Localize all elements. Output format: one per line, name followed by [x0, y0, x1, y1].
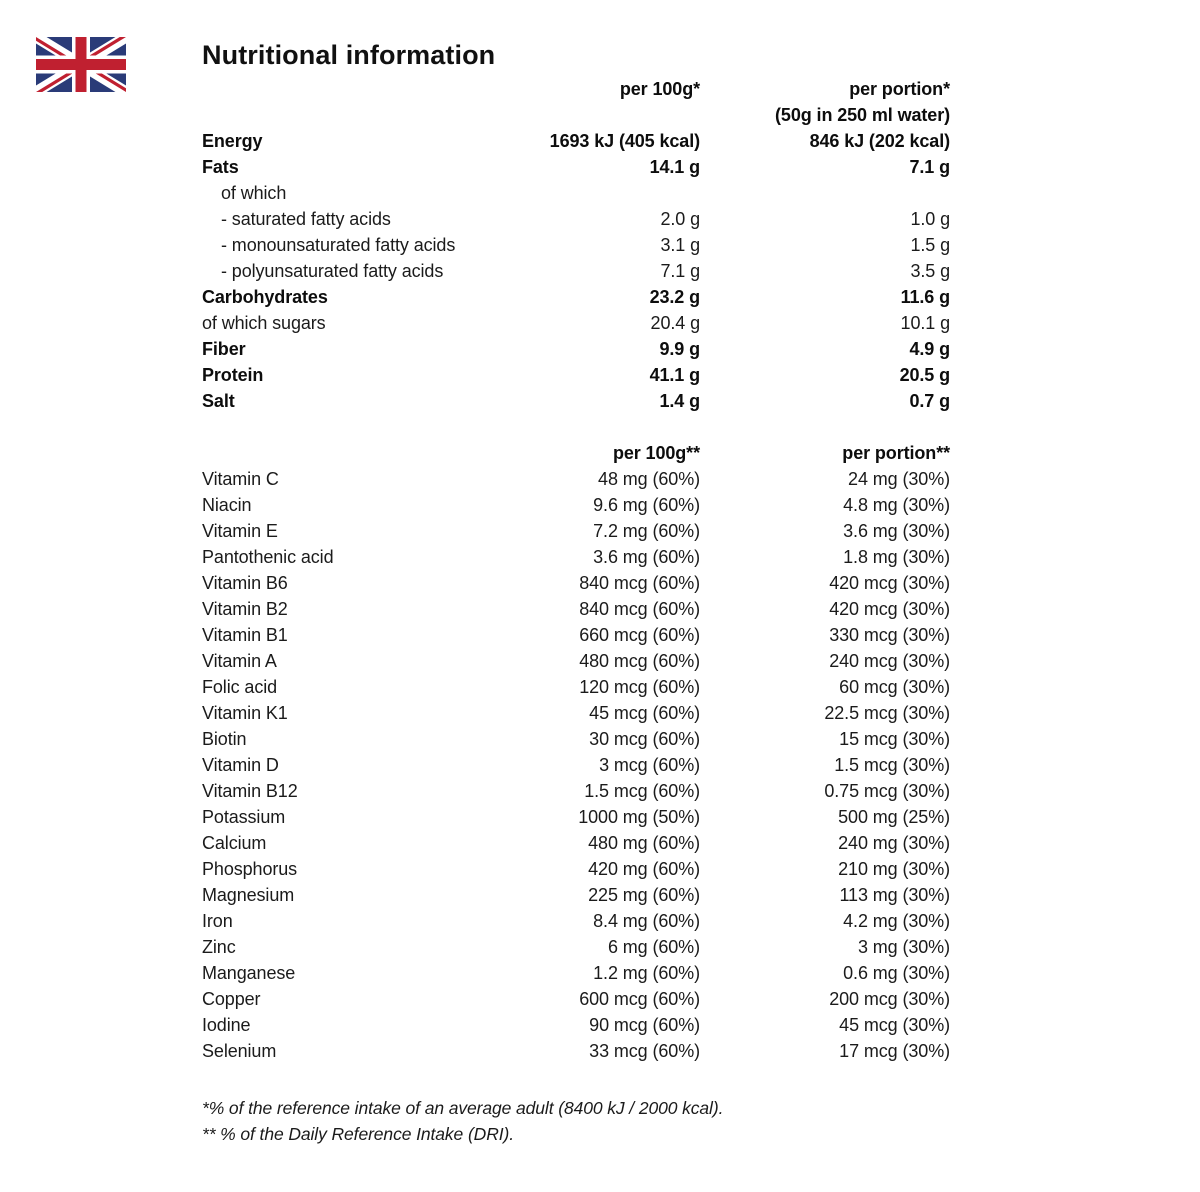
per-100g-value: 1000 mg (50%): [578, 807, 700, 827]
nutrition-content: [202, 38, 950, 1147]
per-100g-value: 1.5 mcg (60%): [584, 781, 700, 801]
per-100g-value: 3.1 g: [660, 235, 700, 255]
micro-row: [202, 570, 950, 596]
macro-row: [202, 362, 950, 388]
per-100g-value: 1693 kJ (405 kcal): [549, 131, 700, 151]
macro-row: [202, 310, 950, 336]
micro-row: [202, 830, 950, 856]
per-100g-value: 480 mg (60%): [588, 833, 700, 853]
row-label: Vitamin B12: [202, 781, 298, 801]
per-portion-value: 4.2 mg (30%): [843, 911, 950, 931]
row-label: of which sugars: [202, 313, 326, 333]
row-label: Manganese: [202, 963, 296, 983]
macro-row: [202, 258, 950, 284]
row-label: Pantothenic acid: [202, 547, 334, 567]
row-label: Zinc: [202, 937, 236, 957]
per-portion-value: 240 mcg (30%): [829, 651, 950, 671]
row-label: Calcium: [202, 833, 267, 853]
macro-row: [202, 154, 950, 180]
micro-row: [202, 934, 950, 960]
micro-row: [202, 700, 950, 726]
micro-row: [202, 1012, 950, 1038]
micro-row: [202, 882, 950, 908]
micro-row: [202, 960, 950, 986]
row-label: - polyunsaturated fatty acids: [221, 261, 444, 281]
per-portion-value: 4.8 mg (30%): [843, 495, 950, 515]
row-label: Fats: [202, 157, 239, 177]
per-100g-value: 2.0 g: [660, 209, 700, 229]
row-label: Vitamin B2: [202, 599, 288, 619]
per-portion-value: 11.6 g: [900, 287, 950, 307]
per-portion-value: 17 mcg (30%): [839, 1041, 950, 1061]
macro-header-row: [202, 76, 950, 102]
micro-row: [202, 986, 950, 1012]
micro-table: [202, 440, 950, 1064]
micro-row: [202, 544, 950, 570]
per-100g-value: 45 mcg (60%): [589, 703, 700, 723]
per-portion-header-micro: per portion**: [842, 443, 950, 463]
row-label: Iron: [202, 911, 233, 931]
footnotes: [202, 1095, 950, 1147]
per-100g-value: 14.1 g: [649, 157, 700, 177]
row-label: Vitamin C: [202, 469, 279, 489]
per-portion-value: 0.7 g: [909, 391, 950, 411]
per-100g-value: 3.6 mg (60%): [593, 547, 700, 567]
row-label: - saturated fatty acids: [221, 209, 391, 229]
per-portion-value: 200 mcg (30%): [829, 989, 950, 1009]
row-label: Protein: [202, 365, 264, 385]
row-label: of which: [221, 183, 287, 203]
row-label: Phosphorus: [202, 859, 298, 879]
row-label: - monounsaturated fatty acids: [221, 235, 456, 255]
per-portion-value: 420 mcg (30%): [829, 599, 950, 619]
micro-row: [202, 1038, 950, 1064]
per-100g-value: 480 mcg (60%): [579, 651, 700, 671]
per-100g-value: 23.2 g: [649, 287, 700, 307]
row-label: Biotin: [202, 729, 247, 749]
per-portion-subheader: (50g in 250 ml water): [775, 105, 950, 125]
per-100g-value: 9.9 g: [659, 339, 700, 359]
section-spacer: [202, 414, 950, 440]
per-portion-value: 1.8 mg (30%): [843, 547, 950, 567]
per-100g-value: 9.6 mg (60%): [593, 495, 700, 515]
macro-row: [202, 128, 950, 154]
per-100g-value: 1.2 mg (60%): [593, 963, 700, 983]
macro-row: [202, 336, 950, 362]
per-100g-value: 660 mcg (60%): [579, 625, 700, 645]
per-100g-value: 30 mcg (60%): [589, 729, 700, 749]
row-label: Selenium: [202, 1041, 277, 1061]
row-label: Vitamin D: [202, 755, 279, 775]
micro-row: [202, 804, 950, 830]
macro-row: [202, 180, 950, 206]
macro-row: [202, 232, 950, 258]
macro-subheader-row: [202, 102, 950, 128]
micro-row: [202, 674, 950, 700]
per-portion-value: 420 mcg (30%): [829, 573, 950, 593]
row-label: Potassium: [202, 807, 286, 827]
per-portion-value: 22.5 mcg (30%): [824, 703, 950, 723]
per-portion-value: 1.5 g: [910, 235, 950, 255]
per-100g-value: 48 mg (60%): [598, 469, 700, 489]
row-label: Fiber: [202, 339, 246, 359]
row-label: Vitamin A: [202, 651, 277, 671]
micro-row: [202, 466, 950, 492]
row-label: Vitamin B6: [202, 573, 288, 593]
macro-row: [202, 284, 950, 310]
per-portion-value: 4.9 g: [909, 339, 950, 359]
per-portion-value: 7.1 g: [909, 157, 950, 177]
per-portion-value: 210 mg (30%): [838, 859, 950, 879]
per-portion-value: 10.1 g: [900, 313, 950, 333]
micro-header-row: [202, 440, 950, 466]
per-100g-value: 1.4 g: [659, 391, 700, 411]
micro-row: [202, 856, 950, 882]
per-100g-value: 41.1 g: [649, 365, 700, 385]
per-portion-value: 1.0 g: [910, 209, 950, 229]
per-100g-value: 8.4 mg (60%): [593, 911, 700, 931]
row-label: Vitamin E: [202, 521, 278, 541]
macro-row: [202, 206, 950, 232]
micro-row: [202, 778, 950, 804]
per-portion-value: 60 mcg (30%): [839, 677, 950, 697]
per-portion-value: 240 mg (30%): [838, 833, 950, 853]
macro-table: [202, 76, 950, 414]
micro-row: [202, 908, 950, 934]
per-portion-value: 3 mg (30%): [857, 937, 950, 957]
per-portion-value: 3.6 mg (30%): [843, 521, 950, 541]
per-portion-value: 500 mg (25%): [838, 807, 950, 827]
per-100g-value: 840 mcg (60%): [579, 573, 700, 593]
per-100g-value: 33 mcg (60%): [589, 1041, 700, 1061]
footnote-dri: ** % of the Daily Reference Intake (DRI).: [202, 1124, 515, 1144]
per-100g-value: 120 mcg (60%): [579, 677, 700, 697]
micro-row: [202, 622, 950, 648]
micro-row: [202, 726, 950, 752]
page-title: Nutritional information: [202, 40, 496, 70]
row-label: Salt: [202, 391, 235, 411]
micro-row: [202, 648, 950, 674]
per-portion-value: 113 mg (30%): [839, 885, 950, 905]
row-label: Iodine: [202, 1015, 251, 1035]
row-label: Energy: [202, 131, 263, 151]
per-100g-value: 6 mg (60%): [607, 937, 700, 957]
per-portion-value: 330 mcg (30%): [829, 625, 950, 645]
per-portion-value: 20.5 g: [899, 365, 950, 385]
row-label: Magnesium: [202, 885, 295, 905]
per-portion-value: 0.75 mcg (30%): [824, 781, 950, 801]
per-portion-value: 1.5 mcg (30%): [834, 755, 950, 775]
row-label: Folic acid: [202, 677, 278, 697]
macro-row: [202, 388, 950, 414]
row-label: Copper: [202, 989, 261, 1009]
per-100g-value: 840 mcg (60%): [579, 599, 700, 619]
row-label: Niacin: [202, 495, 252, 515]
uk-flag-icon: [36, 37, 126, 92]
micro-row: [202, 518, 950, 544]
per-100g-value: 7.2 mg (60%): [593, 521, 700, 541]
per-100g-value: 225 mg (60%): [588, 885, 700, 905]
per-100g-value: 20.4 g: [650, 313, 700, 333]
per-100g-header-micro: per 100g**: [612, 443, 700, 463]
micro-row: [202, 492, 950, 518]
per-100g-value: 600 mcg (60%): [579, 989, 700, 1009]
per-100g-value: 7.1 g: [660, 261, 700, 281]
per-100g-value: 420 mg (60%): [588, 859, 700, 879]
row-label: Carbohydrates: [202, 287, 328, 307]
row-label: Vitamin K1: [202, 703, 288, 723]
footnote-reference-intake: *% of the reference intake of an average adult (8400 kJ / 2000 kcal).: [202, 1098, 724, 1118]
per-portion-header: per portion*: [849, 79, 950, 99]
per-portion-value: 846 kJ (202 kcal): [809, 131, 950, 151]
per-portion-value: 3.5 g: [910, 261, 950, 281]
per-100g-value: 3 mcg (60%): [599, 755, 700, 775]
per-100g-value: 90 mcg (60%): [589, 1015, 700, 1035]
micro-row: [202, 752, 950, 778]
per-portion-value: 15 mcg (30%): [839, 729, 950, 749]
per-portion-value: 45 mcg (30%): [839, 1015, 950, 1035]
row-label: Vitamin B1: [202, 625, 288, 645]
per-100g-header: per 100g*: [619, 79, 700, 99]
per-portion-value: 0.6 mg (30%): [843, 963, 950, 983]
micro-row: [202, 596, 950, 622]
per-portion-value: 24 mg (30%): [848, 469, 950, 489]
